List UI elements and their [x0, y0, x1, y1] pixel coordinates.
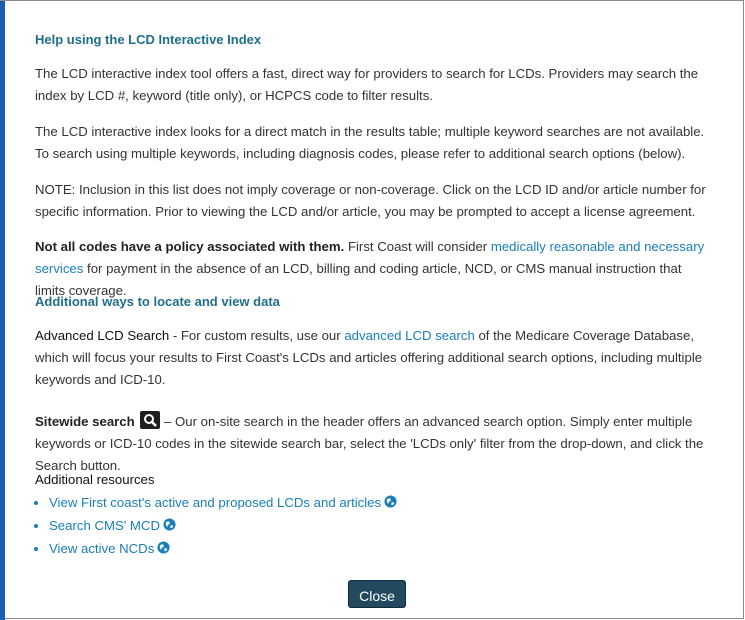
- sitewide-search-text: – Our on-site search in the header offers an advanced search option. Simply enter multiple keywords or ICD-10 codes in the sitewide search bar, select the 'LCDs only' filter from the drop-down, and click the Search button.: [35, 414, 704, 473]
- globe-icon: [163, 518, 176, 531]
- resources-heading: Additional resources: [35, 472, 155, 487]
- advanced-search-text-post: of the Medicare Coverage Database, which will focus your results to First Coast's LCDs and articles offering additional search options, including multiple keywords and ICD-10.: [35, 328, 703, 387]
- active-proposed-lcds-link[interactable]: View First coast's active and proposed LCDs and articles: [49, 495, 382, 510]
- help-heading: Help using the LCD Interactive Index: [35, 32, 262, 47]
- sitewide-search-paragraph: [35, 411, 715, 477]
- policy-bold-text: Not all codes have a policy associated with them.: [35, 239, 345, 254]
- advanced-search-text-pre: - For custom results, use our: [169, 328, 345, 343]
- policy-text-pre: First Coast will consider: [344, 239, 491, 254]
- sitewide-search-title: Sitewide search: [35, 414, 135, 429]
- help-paragraph-1: The LCD interactive index tool offers a fast, direct way for providers to search for LCDs. Providers may search the index by LCD #, keyword (title only), or HCPCS code to filter results.: [35, 66, 699, 103]
- list-item: [49, 491, 397, 514]
- advanced-search-paragraph: [35, 325, 715, 391]
- additional-ways-heading: Additional ways to locate and view data: [35, 294, 280, 309]
- globe-icon: [384, 495, 397, 508]
- help-paragraph-2: The LCD interactive index looks for a direct match in the results table; multiple keyword searches are not available. To search using multiple keywords, including diagnosis codes, please refer to additional search options (below).: [35, 124, 705, 161]
- globe-icon: [157, 541, 170, 554]
- list-item: [49, 514, 397, 537]
- medically-reasonable-link[interactable]: medically reasonable and necessary services: [35, 239, 705, 276]
- view-active-ncds-link[interactable]: View active NCDs: [49, 541, 155, 556]
- resources-list: [33, 491, 397, 560]
- policy-text-post: for payment in the absence of an LCD, billing and coding article, NCD, or CMS manual instruction that limits coverage.: [35, 261, 682, 298]
- search-cms-mcd-link[interactable]: Search CMS' MCD: [49, 518, 160, 533]
- list-item: [49, 537, 397, 560]
- help-note-paragraph: NOTE: Inclusion in this list does not imply coverage or non-coverage. Click on the LCD ID and/or article number for specific information. Prior to viewing the LCD and/or article, you may be prompted to accept a license agreement.: [35, 182, 706, 219]
- search-icon: [140, 411, 160, 429]
- dialog-accent-bar: [0, 1, 5, 620]
- advanced-lcd-search-link[interactable]: advanced LCD search: [344, 328, 475, 343]
- close-button[interactable]: Close: [348, 580, 406, 608]
- advanced-search-title: Advanced LCD Search: [35, 328, 170, 343]
